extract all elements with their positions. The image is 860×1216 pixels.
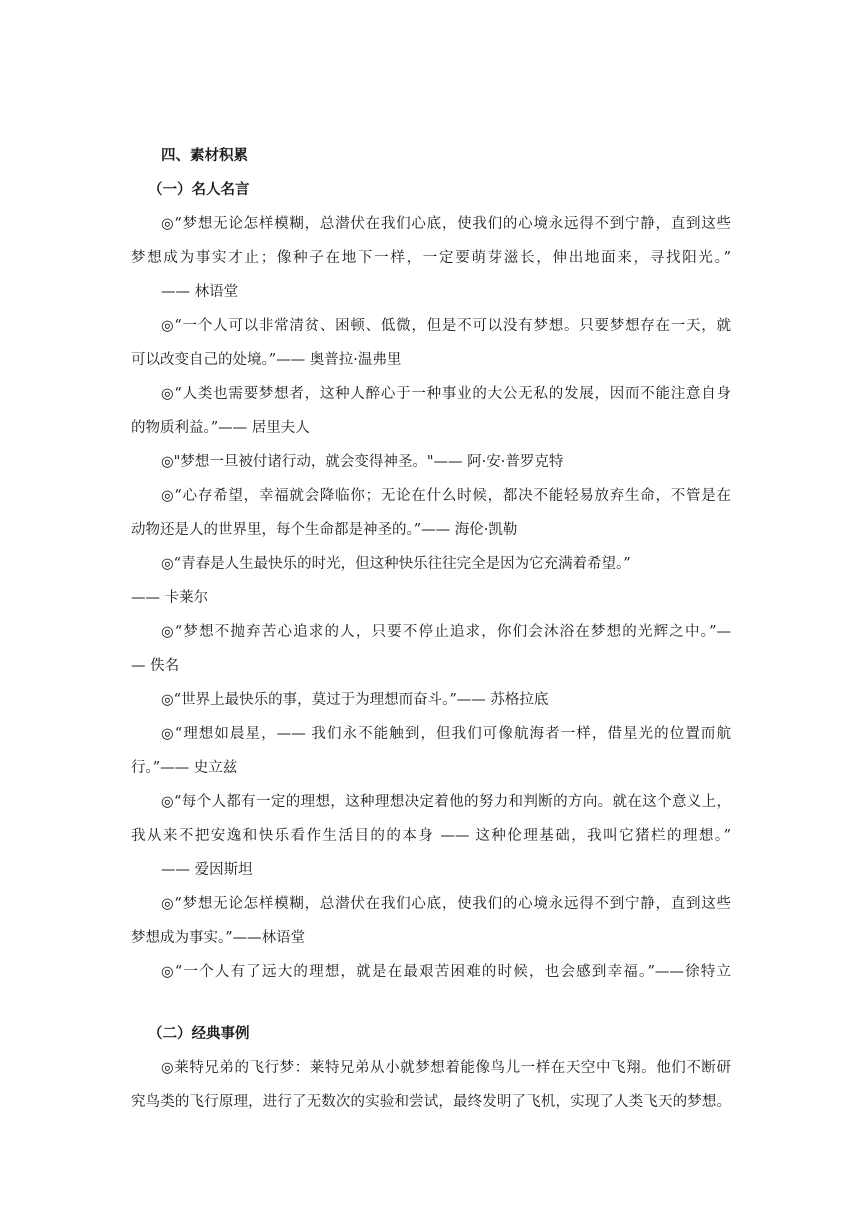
quote-attribution: —— 卡莱尔 (131, 590, 209, 606)
quote-line: ◎“梦想无论怎样模糊，总潜伏在我们心底，使我们的心境永远得不到宁静，直到这些 (161, 896, 731, 912)
quote-line: ◎“理想如晨星，—— 我们永不能触到，但我们可像航海者一样，借星光的位置而航 (161, 726, 731, 742)
quote-line: ◎“心存希望，幸福就会降临你；无论在什么时候，都决不能轻易放弃生命，不管是在 (161, 488, 731, 504)
quote-line: ◎“世界上最快乐的事，莫过于为理想而奋斗。”—— 苏格拉底 (161, 692, 549, 708)
quote-line: 梦想成为事实才止；像种子在地下一样，一定要萌芽滋长，伸出地面来，寻找阳光。” (131, 250, 731, 266)
quote-line: ◎"梦想一旦被付诸行动，就会变得神圣。"—— 阿·安·普罗克特 (161, 454, 564, 470)
quote-line: ◎“人类也需要梦想者，这种人醉心于一种事业的大公无私的发展，因而不能注意自身 (161, 386, 731, 402)
quote-line: ◎“梦想无论怎样模糊，总潜伏在我们心底，使我们的心境永远得不到宁静，直到这些 (161, 216, 731, 232)
quote-line: 行。”—— 史立兹 (131, 760, 238, 776)
quote-line: 动物还是人的世界里，每个生命都是神圣的。”—— 海伦·凯勒 (131, 522, 518, 538)
quote-line: ◎“梦想不抛弃苦心追求的人，只要不停止追求，你们会沐浴在梦想的光辉之中。”— (161, 624, 731, 640)
quote-line: ◎“青春是人生最快乐的时光，但这种快乐往往完全是因为它充满着希望。” (161, 556, 631, 572)
example-line: ◎莱特兄弟的飞行梦：莱特兄弟从小就梦想着能像鸟儿一样在天空中飞翔。他们不断研 (161, 1060, 731, 1076)
quote-line: 梦想成为事实。”——林语堂 (131, 930, 306, 946)
quote-line: ◎“一个人可以非常清贫、困顿、低微，但是不可以没有梦想。只要梦想存在一天，就 (161, 318, 731, 334)
quote-line: ◎“每个人都有一定的理想，这种理想决定着他的努力和判断的方向。就在这个意义上， (161, 794, 731, 810)
subsection-heading-quotes: （一）名人名言 (148, 182, 250, 198)
quote-attribution: —— 爱因斯坦 (161, 862, 253, 878)
subsection-heading-examples: （二）经典事例 (148, 1026, 250, 1042)
quote-line: 可以改变自己的处境。”—— 奥普拉·温弗里 (131, 352, 402, 368)
quote-attribution: — 佚名 (131, 658, 180, 674)
quote-attribution: —— 林语堂 (161, 284, 239, 300)
section-heading: 四、素材积累 (161, 148, 248, 164)
quote-line: 的物质利益。”—— 居里夫人 (131, 420, 310, 436)
example-line: 究鸟类的飞行原理，进行了无数次的实验和尝试，最终发明了飞机，实现了人类飞天的梦想。 (131, 1094, 731, 1110)
quote-line: ◎“一个人有了远大的理想，就是在最艰苦困难的时候，也会感到幸福。”——徐特立 (161, 964, 731, 980)
quote-line: 我从来不把安逸和快乐看作生活目的的本身 —— 这种伦理基础，我叫它猪栏的理想。” (131, 828, 731, 844)
